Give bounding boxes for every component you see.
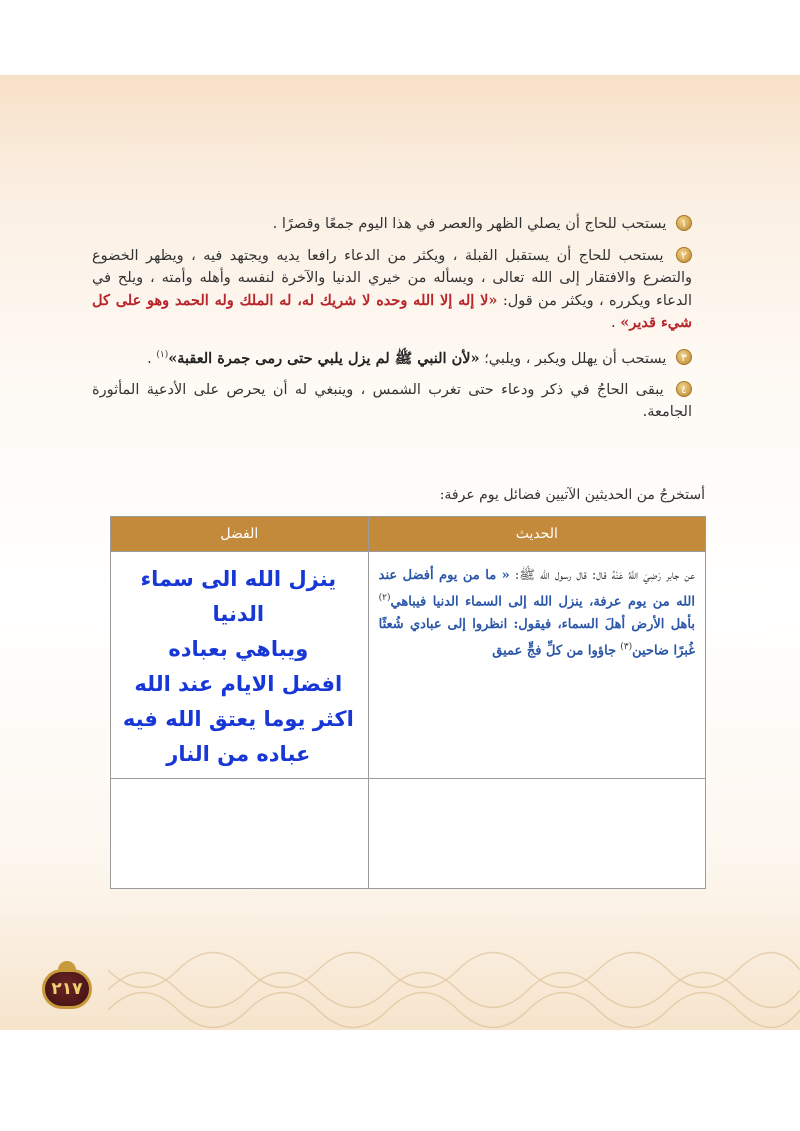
answer-line: ويباهي بعباده <box>168 637 309 661</box>
header-hadith: الحديث <box>368 517 705 552</box>
page-number-badge <box>38 961 96 1011</box>
answer-line: ينزل الله الى سماء الدنيا <box>140 567 337 626</box>
footnote-ref: (٢) <box>378 593 391 603</box>
number-badge: ٢ <box>676 247 692 263</box>
answer-line: افضل الايام عند الله <box>134 672 343 696</box>
point-text: يستحب للحاج أن يستقبل القبلة ، ويكثر من الدعاء رافعا يديه ويجتهد فيه ، ويظهر الخضوع والتضرع والافتقار إلى الله تعالى ، ويسأله من خيري الدنيا والآخرة لنفسه وأهله وأمته ، ويلح في الدعاء ويكرره ، ويكثر من قول: <box>92 247 692 309</box>
fadl-answer-cell[interactable] <box>111 552 369 779</box>
list-item <box>92 213 692 236</box>
point-tail: . <box>147 350 152 367</box>
hadith-text-2: بأهل الأرض أهلَ السماء، فيقول: انظروا إلى <box>447 617 695 633</box>
page-number: ٢١٧ <box>42 969 92 1009</box>
footnote-ref: (٣) <box>620 642 633 653</box>
list-item <box>92 245 692 335</box>
points-list <box>92 213 692 433</box>
point-text: يستحب للحاج أن يصلي الظهر والعصر في هذا اليوم جمعًا وقصرًا . <box>272 216 667 232</box>
answer-line: عباده من النار <box>166 742 311 766</box>
list-item <box>92 344 692 370</box>
answer-line: اكثر يوما يعتق الله فيه <box>122 707 354 731</box>
hadith-intro: عن جابر رَضِيَ اللَّهُ عَنْهُ قال: قال رسول الله ﷺ: <box>514 568 695 583</box>
footnote-ref: (١) <box>156 349 169 360</box>
hadith-text: « ما من يوم أفضل عند الله من يوم عرفة، ينزل الله إلى السماء الدنيا فيباهي <box>378 568 695 610</box>
hadith-quote: «لأن النبي ﷺ لم يزل يلبي حتى رمى جمرة العقبة» <box>168 349 480 367</box>
hadith-table <box>110 516 706 889</box>
hadith-text-4: جاؤوا من كلِّ فجٍّ عميق <box>492 643 617 659</box>
number-badge: ٣ <box>676 349 692 365</box>
page-background <box>0 75 800 1030</box>
dhikr-quote: «لا إله إلا الله وحده لا شريك له، له الملك وله الحمد وهو على كل شيء قدير» <box>92 291 692 331</box>
point-tail: . <box>611 315 616 331</box>
point-text: يستحب أن يهلل ويكبر ، ويلبي؛ <box>484 350 667 367</box>
point-text: يبقى الحاجُ في ذكر ودعاء حتى تغرب الشمس ، وينبغي له أن يحرص على الأدعية المأثورة الجامعة. <box>92 381 692 421</box>
number-badge: ٤ <box>676 381 692 397</box>
decorative-ornament <box>108 950 800 1030</box>
hadith-text-3: عبادي شُعثًا غُبرًا ضاحين <box>378 617 695 659</box>
list-item <box>92 379 692 424</box>
empty-fadl-cell[interactable] <box>111 779 369 889</box>
hadith-cell <box>368 552 705 779</box>
header-fadl: الفضل <box>111 517 369 552</box>
number-badge: ١ <box>676 215 692 231</box>
exercise-instruction: أستخرجُ من الحديثين الآتيين فضائل يوم عرفة: <box>439 487 705 503</box>
empty-hadith-cell[interactable] <box>368 779 705 889</box>
